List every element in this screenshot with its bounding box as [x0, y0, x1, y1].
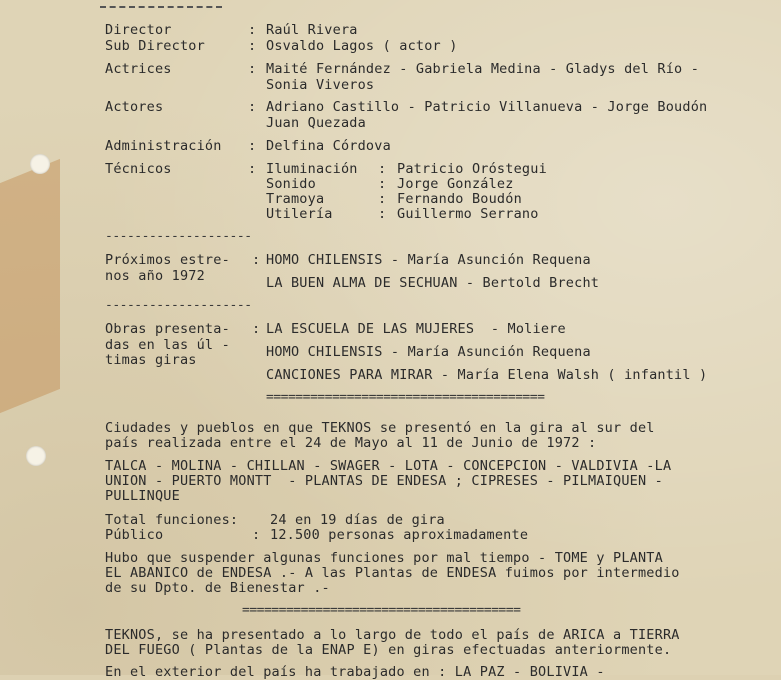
history-line: DEL FUEGO ( Plantas de la ENAP E) en giras efectuadas anteriormente.	[105, 642, 672, 658]
colon: :	[378, 176, 387, 192]
tecnicos-label: Técnicos	[105, 161, 172, 177]
actrices-label: Actrices	[105, 61, 172, 77]
colon: :	[248, 61, 257, 77]
tech-role: Utilería	[266, 206, 333, 222]
separator-short: --------------------	[105, 229, 252, 244]
actrices-line-2: Sonia Viveros	[266, 77, 375, 93]
tour-cities-line: PULLINQUE	[105, 488, 180, 504]
director-name: Raúl Rivera	[266, 22, 358, 38]
colon: :	[248, 161, 257, 177]
tape-stain	[0, 159, 60, 421]
punch-hole-bottom	[26, 446, 46, 466]
presented-label-3: timas giras	[105, 352, 197, 368]
public-value: 12.500 personas aproximadamente	[270, 527, 529, 543]
tech-name: Jorge González	[397, 176, 514, 192]
admin-label: Administración	[105, 138, 222, 154]
colon: :	[252, 527, 261, 543]
presented-label-1: Obras presenta-	[105, 321, 230, 337]
punch-hole-top	[30, 154, 50, 174]
public-label: Público	[105, 527, 164, 543]
tour-cities-line: TALCA - MOLINA - CHILLAN - SWAGER - LOTA - CONCEPCION - VALDIVIA -LA	[105, 458, 672, 474]
tech-role: Sonido	[266, 176, 316, 192]
history-line: En el exterior del país ha trabajado en : LA PAZ - BOLIVIA -	[105, 664, 605, 680]
subdirector-name: Osvaldo Lagos ( actor )	[266, 38, 458, 54]
colon: :	[252, 252, 261, 268]
colon: :	[248, 22, 257, 38]
tech-name: Patricio Oróstegui	[397, 161, 547, 177]
colon: :	[248, 99, 257, 115]
presented-item: CANCIONES PARA MIRAR - María Elena Walsh ( infantil )	[266, 367, 708, 383]
colon: :	[248, 138, 257, 154]
upcoming-item: LA BUEN ALMA DE SECHUAN - Bertold Brecht	[266, 275, 600, 291]
top-rule	[100, 0, 222, 8]
history-line: TEKNOS, se ha presentado a lo largo de todo el país de ARICA a TIERRA	[105, 627, 680, 643]
subdirector-label: Sub Director	[105, 38, 205, 54]
actores-label: Actores	[105, 99, 164, 115]
tour-intro-line: Ciudades y pueblos en que TEKNOS se presentó en la gira al sur del	[105, 420, 655, 436]
admin-name: Delfina Córdova	[266, 138, 391, 154]
tour-cities-line: UNION - PUERTO MONTT - PLANTAS DE ENDESA ; CIPRESES - PILMAIQUEN -	[105, 473, 663, 489]
colon: :	[378, 206, 387, 222]
tour-note-line: Hubo que suspender algunas funciones por mal tiempo - TOME y PLANTA	[105, 550, 663, 566]
presented-item: LA ESCUELA DE LAS MUJERES - Moliere	[266, 321, 566, 337]
separator-short: --------------------	[105, 298, 252, 313]
colon: :	[378, 191, 387, 207]
colon: :	[378, 161, 387, 177]
tech-name: Fernando Boudón	[397, 191, 522, 207]
tech-name: Guillermo Serrano	[397, 206, 539, 222]
presented-item: HOMO CHILENSIS - María Asunción Requena	[266, 344, 591, 360]
separator-long: ======================================	[266, 390, 545, 405]
presented-label-2: das en las úl -	[105, 337, 230, 353]
tech-role: Iluminación	[266, 161, 358, 177]
tour-intro-line: país realizada entre el 24 de Mayo al 11 de Junio de 1972 :	[105, 435, 597, 451]
total-label: Total funciones:	[105, 512, 239, 528]
upcoming-item: HOMO CHILENSIS - María Asunción Requena	[266, 252, 591, 268]
upcoming-label-2: nos año 1972	[105, 268, 205, 284]
actrices-line-1: Maité Fernández - Gabriela Medina - Gladys del Río -	[266, 61, 700, 77]
actores-line-2: Juan Quezada	[266, 115, 366, 131]
colon: :	[252, 321, 261, 337]
actores-line-1: Adriano Castillo - Patricio Villanueva - Jorge Boudón	[266, 99, 708, 115]
tour-note-line: EL ABANICO de ENDESA .- A las Plantas de ENDESA fuimos por intermedio	[105, 565, 680, 581]
tech-role: Tramoya	[266, 191, 325, 207]
separator-long: ======================================	[242, 603, 521, 618]
colon: :	[248, 38, 257, 54]
tour-note-line: de su Dpto. de Bienestar .-	[105, 580, 330, 596]
total-value: 24 en 19 días de gira	[270, 512, 445, 528]
upcoming-label-1: Próximos estre-	[105, 252, 230, 268]
director-label: Director	[105, 22, 172, 38]
